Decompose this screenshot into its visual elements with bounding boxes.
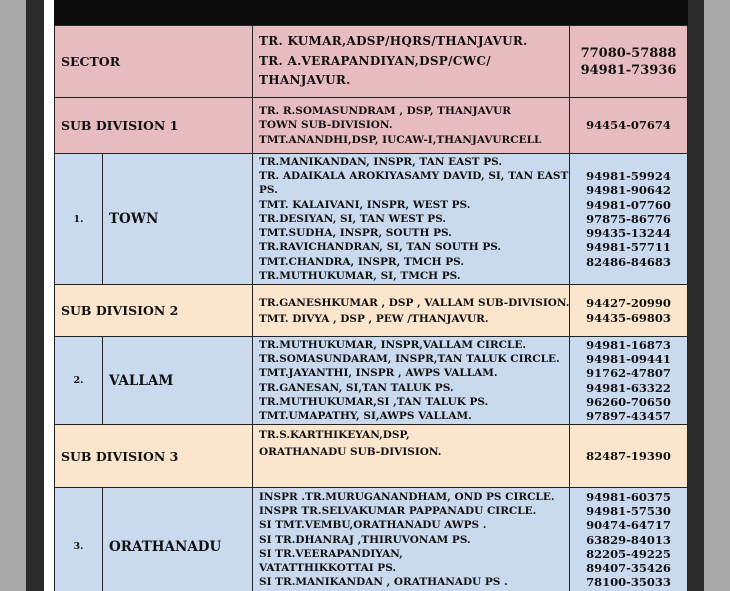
officer-line: TOWN SUB-DIVISION. [259,119,393,132]
officer-line: TR.GANESAN, SI,TAN TALUK PS. [259,381,454,394]
subdivision-3-officers [253,425,570,488]
sector-officers [253,26,570,98]
phone-number: 94981-16873 [586,337,671,352]
officer-line: TR.DESIYAN, SI, TAN WEST PS. [259,212,447,225]
frame-left-border [26,0,44,591]
phone-number: 94427-20990 [586,295,671,310]
officer-line: TR.GANESHKUMAR , DSP , VALLAM SUB-DIVISION. [259,296,569,309]
vallam-name: VALLAM [103,337,253,425]
officer-line: THANJAVUR. [259,73,351,88]
town-row [55,154,688,285]
officer-line: TR.MUTHUKUMAR, SI, TMCH PS. [259,269,461,282]
officer-line: TMT.ANANDHI,DSP, IUCAW-I,THANJAVURCELL [259,133,542,146]
phone-number: 77080-57888 [580,45,677,61]
sector-label: SECTOR [55,26,253,98]
phone-number: 94435-69803 [586,310,671,325]
officer-line: TMT.UMAPATHY, SI,AWPS VALLAM. [259,409,472,422]
phone-number: 78100-35033 [586,575,671,590]
subdivision-2-row [55,285,688,337]
officer-line: SI TR.DHANRAJ ,THIRUVONAM PS. [259,533,471,546]
officer-line: TR. ADAIKALA AROKIYASAMY DAVID, SI, TAN EAST [259,170,569,183]
officer-line: PS. [259,184,278,197]
officer-line: TR.S.KARTHIKEYAN,DSP, [259,429,410,441]
phone-number: 94454-07674 [586,118,671,133]
phone-number: 97897-43457 [586,408,671,423]
vallam-index: 2. [55,337,103,425]
phone-number: 82487-19390 [586,448,671,463]
subdivision-3-row [55,425,688,488]
officer-roster-table [54,25,688,591]
officer-line: TMT.SUDHA, INSPR, SOUTH PS. [259,227,452,240]
subdivision-3-label: SUB DIVISION 3 [55,425,253,488]
orathanadu-row [55,488,688,591]
subdivision-1-row [55,98,688,154]
orathanadu-name: ORATHANADU [103,488,253,591]
officer-line: TR.MUTHUKUMAR, INSPR,VALLAM CIRCLE. [259,338,527,351]
document-page [44,0,688,591]
town-officers [253,154,570,285]
vallam-row [55,337,688,425]
phone-number: 91762-47807 [586,366,671,381]
vallam-officers [253,337,570,425]
officer-line: ORATHANADU SUB-DIVISION. [259,446,442,458]
phone-number: 94981-73936 [580,62,677,78]
phone-number: 94981-60375 [586,490,671,504]
town-index: 1. [55,154,103,285]
phone-number: 94981-57530 [586,504,671,519]
sector-row [55,26,688,98]
officer-line: TR.MANIKANDAN, INSPR, TAN EAST PS. [259,156,503,169]
officer-line: TMT.CHANDRA, INSPR, TMCH PS. [259,255,465,268]
phone-number: 94981-59924 [586,169,671,184]
phone-number: 94981-57711 [586,240,671,255]
subdivision-2-officers [253,285,570,337]
orathanadu-phones [570,488,688,591]
officer-line: TMT.JAYANTHI, INSPR , AWPS VALLAM. [259,367,498,380]
subdivision-2-label: SUB DIVISION 2 [55,285,253,337]
officer-line: SI TMT.VEMBU,ORATHANADU AWPS . [259,519,487,532]
officer-line: TR. R.SOMASUNDRAM , DSP, THANJAVUR [259,105,512,118]
officer-line: TR. KUMAR,ADSP/HQRS/THANJAVUR. [259,34,528,49]
subdivision-2-phones [570,285,688,337]
town-phones [570,154,688,285]
orathanadu-officers [253,488,570,591]
officer-line: TMT. KALAIVANI, INSPR, WEST PS. [259,198,471,211]
subdivision-1-phones [570,98,688,154]
officer-line: TR.MUTHUKUMAR,SI ,TAN TALUK PS. [259,395,489,408]
officer-line: TMT. DIVYA , DSP , PEW /THANJAVUR. [259,312,489,325]
phone-number: 82205-49225 [586,546,671,561]
subdivision-3-phones [570,425,688,488]
officer-line: SI TR.MANIKANDAN , ORATHANADU PS . [259,576,508,589]
subdivision-1-label: SUB DIVISION 1 [55,98,253,154]
phone-number: 97875-86776 [586,211,671,226]
subdivision-1-officers [253,98,570,154]
officer-line: INSPR TR.SELVAKUMAR PAPPANADU CIRCLE. [259,505,537,518]
phone-number: 99435-13244 [586,226,671,241]
phone-number: 94981-07760 [586,197,671,212]
phone-number: 90474-64717 [586,518,671,533]
officer-line: TR. A.VERAPANDIYAN,DSP/CWC/ [259,53,491,68]
header-band [54,0,688,25]
officer-line: TR.SOMASUNDARAM, INSPR,TAN TALUK CIRCLE. [259,353,560,366]
phone-number: 96260-70650 [586,394,671,409]
phone-number: 82486-84683 [586,254,671,269]
phone-number: 63829-84013 [586,532,671,547]
sector-phones [570,26,688,98]
officer-line: VATATTHIKKOTTAI PS. [259,562,397,575]
officer-line: TR.RAVICHANDRAN, SI, TAN SOUTH PS. [259,241,502,254]
town-name: TOWN [103,154,253,285]
orathanadu-index: 3. [55,488,103,591]
vallam-phones [570,337,688,425]
phone-number: 94981-90642 [586,183,671,198]
officer-line: SI TR.VEERAPANDIYAN, [259,547,403,560]
frame-right-border [688,0,704,591]
phone-number: 94981-63322 [586,380,671,395]
phone-number: 89407-35426 [586,561,671,576]
officer-line: INSPR .TR.MURUGANANDHAM, OND PS CIRCLE. [259,491,555,503]
phone-number: 94981-09441 [586,352,671,367]
